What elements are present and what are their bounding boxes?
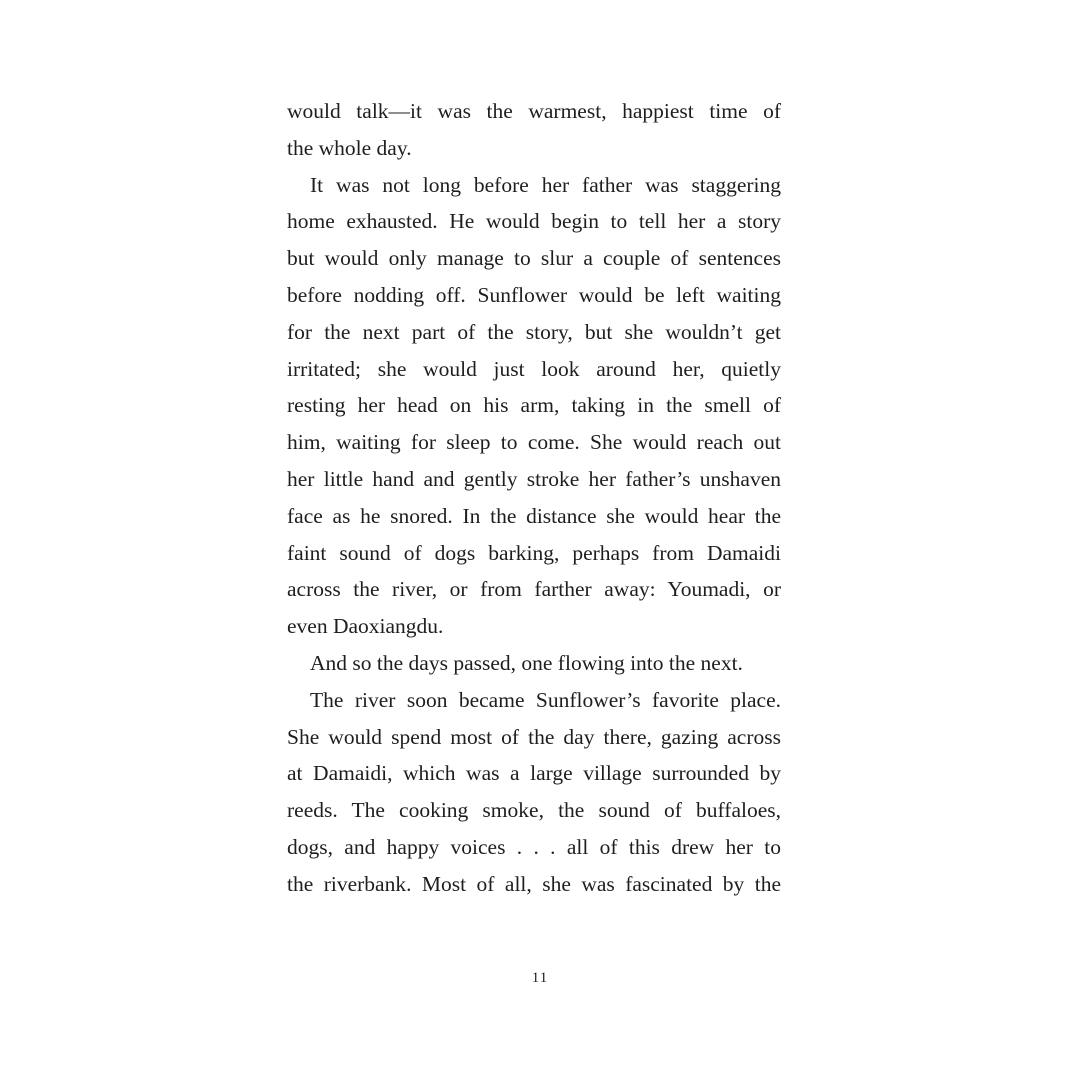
text-line: the riverbank. Most of all, she was fascinated by the bbox=[287, 871, 781, 896]
text-line: resting her head on his arm, taking in the smell of bbox=[287, 393, 781, 418]
text-line: She would spend most of the day there, gazing across bbox=[287, 724, 781, 749]
text-line: face as he snored. In the distance she would hear the bbox=[287, 503, 781, 528]
body-text bbox=[287, 93, 781, 903]
text-line: but would only manage to slur a couple of sentences bbox=[287, 246, 781, 271]
paragraph bbox=[287, 167, 781, 645]
text-line: for the next part of the story, but she wouldn’t get bbox=[287, 319, 781, 344]
text-line: The river soon became Sunflower’s favorite place. bbox=[310, 687, 781, 712]
page-number: 11 bbox=[531, 970, 549, 986]
text-line: dogs, and happy voices . . . all of this drew her to bbox=[287, 834, 781, 859]
text-line: across the river, or from farther away: Youmadi, or bbox=[287, 577, 781, 602]
text-line: before nodding off. Sunflower would be left waiting bbox=[287, 282, 781, 307]
text-line: the whole day. bbox=[287, 135, 412, 160]
text-line: It was not long before her father was staggering bbox=[310, 172, 781, 197]
paragraph bbox=[287, 645, 781, 682]
text-line: even Daoxiangdu. bbox=[287, 614, 444, 639]
text-line: at Damaidi, which was a large village surrounded by bbox=[287, 761, 781, 786]
text-line: would talk—it was the warmest, happiest time of bbox=[287, 99, 781, 123]
text-line: reeds. The cooking smoke, the sound of buffaloes, bbox=[287, 798, 781, 823]
text-line: him, waiting for sleep to come. She would reach out bbox=[287, 430, 781, 455]
paragraph bbox=[287, 93, 781, 167]
text-line: And so the days passed, one flowing into the next. bbox=[310, 650, 743, 675]
paragraph bbox=[287, 682, 781, 903]
text-line: her little hand and gently stroke her father’s unshaven bbox=[287, 466, 781, 491]
text-line: home exhausted. He would begin to tell her a story bbox=[287, 209, 781, 234]
text-line: faint sound of dogs barking, perhaps from Damaidi bbox=[287, 540, 781, 565]
text-line: irritated; she would just look around her, quietly bbox=[287, 356, 781, 381]
